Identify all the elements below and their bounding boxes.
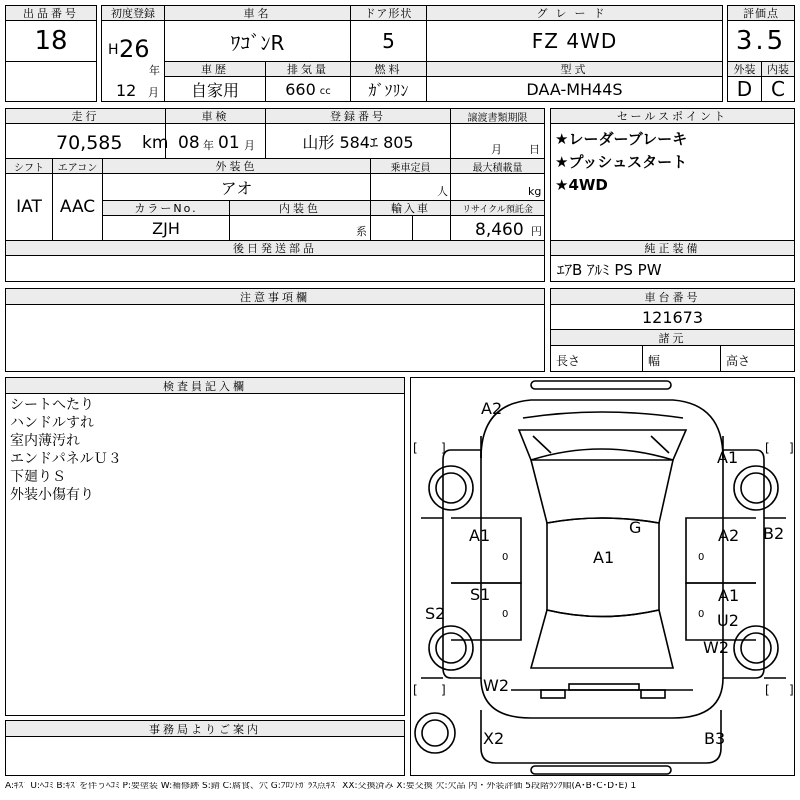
car-name-cell [164,20,351,62]
damage-mark: U2 [717,611,739,630]
height-cell [720,345,795,372]
damage-mark: W2 [703,638,729,657]
recycle-header: リサイクル預託金 [450,200,545,216]
recycle-cell [450,215,545,241]
office-notice-cell [5,736,405,776]
zero-mark: 0 [502,552,509,563]
shift-cell [5,173,53,241]
score-cell [727,20,795,62]
damage-mark: A2 [718,526,740,545]
bracket-mark: [ [765,683,770,697]
aircon-value: AAC [59,197,96,217]
model-cell [426,76,723,102]
inspection-month-unit: 月 [244,139,255,152]
plate-cell [265,123,451,159]
car-damage-diagram [410,377,795,776]
door-header: ドア形状 [350,5,427,21]
max-load-unit: kg [528,185,542,198]
lot-number-cell [5,20,97,62]
bracket-mark: [ [765,441,770,455]
inspector-note-line: 外装小傷有り [10,487,94,503]
length-label: 長さ [556,354,581,368]
lot-number-blank [5,61,97,102]
bracket-mark: ] [441,441,446,455]
month-unit: 月 [148,86,159,99]
exterior-color-header: 外装色 [102,158,371,174]
damage-mark: A1 [469,526,491,545]
displacement-header: 排気量 [265,61,351,77]
damage-mark: X2 [483,729,505,748]
exterior-cell [727,76,762,102]
color-number-header: カラーNo. [102,200,230,216]
genuine-equipment-value: ｴｱB ｱﾙﾐ PS PW [557,261,662,279]
bracket-mark: [ [413,441,418,455]
height-label: 高さ [726,354,751,368]
max-load-header: 最大積載量 [450,158,545,174]
model-value: DAA-MH44S [526,79,623,99]
history-value: 自家用 [190,80,239,100]
import-cell-b [412,215,451,241]
grade-header: グレード [426,5,723,21]
inspector-notes-cell [5,393,405,716]
transfer-month-unit: 月 [491,143,502,156]
color-number-cell [102,215,230,241]
aircon-header: エアコン [52,158,103,174]
exterior-header: 外装 [727,61,762,77]
notes-cell [5,304,545,372]
sales-point-item: ★4WD [555,176,608,194]
specs-header: 諸元 [550,329,795,346]
displacement-cell [265,76,351,102]
inspector-note-line: シートへたり [10,397,94,413]
recycle-value: 8,460 [475,220,524,240]
fuel-value: ｶﾞｿﾘﾝ [368,80,409,100]
max-load-cell [450,173,545,201]
mileage-cell [5,123,169,159]
car-name-value: ﾜｺﾞﾝR [230,30,285,55]
inspector-note-line: エンドパネルＵ３ [10,451,122,467]
displacement-unit: cc [319,85,331,97]
exterior-color-cell [102,173,371,201]
chassis-number-value: 121673 [641,307,704,327]
later-parts-cell [5,255,545,282]
fuel-cell [350,76,427,102]
damage-mark: B2 [763,524,785,543]
chassis-number-header: 車台番号 [550,288,795,305]
sales-points-list [550,123,795,241]
import-header: 輸入車 [370,200,451,216]
bracket-mark: [ [413,683,418,697]
inspector-note-line: 下廻りＳ [10,469,66,485]
score-header: 評価点 [727,5,795,21]
genuine-equipment-cell [550,255,795,282]
zero-mark: 0 [698,552,705,563]
history-cell [164,76,266,102]
transfer-deadline-cell [450,123,545,159]
damage-mark: S1 [470,585,491,604]
mileage-value: 70,585 [56,132,123,154]
length-cell [550,345,643,372]
history-header: 車歴 [164,61,266,77]
model-header: 型式 [426,61,723,77]
transfer-deadline-header: 譲渡書類期限 [450,108,545,124]
bracket-mark: ] [441,683,446,697]
grade-value: FZ 4WD [531,29,618,53]
door-value: 5 [382,29,395,53]
interior-header: 内装 [761,61,795,77]
notes-header: 注意事項欄 [5,288,545,305]
first-registration-header: 初度登録 [101,5,165,21]
bracket-mark: ] [789,441,794,455]
fuel-header: 燃料 [350,61,427,77]
bracket-mark: ] [789,683,794,697]
aircon-cell [52,173,103,241]
interior-color-header: 内装色 [229,200,371,216]
month-value: 12 [116,81,137,100]
displacement-value: 660 [285,79,316,99]
office-notice-header: 事務局よりご案内 [5,720,405,737]
exterior-grade: D [736,77,753,101]
damage-mark: S2 [425,604,446,623]
recycle-unit: 円 [531,225,542,238]
width-cell [642,345,721,372]
shift-value: IAT [16,197,42,217]
first-registration-cell [101,20,165,102]
lot-number-value: 18 [34,26,68,56]
year-value: 26 [119,35,150,63]
zero-mark: 0 [698,609,705,620]
damage-mark: A1 [593,548,615,567]
interior-color-cell [229,215,371,241]
width-label: 幅 [648,354,661,368]
transfer-day-unit: 日 [529,143,540,156]
inspector-note-line: ハンドルすれ [10,415,94,431]
lot-number-header: 出品番号 [5,5,97,21]
import-cell-a [370,215,413,241]
damage-mark: W2 [483,676,509,695]
era-value: H [108,42,119,58]
sales-point-item: ★レーダーブレーキ [555,130,688,148]
damage-mark: A1 [717,448,739,467]
plate-value: 山形 584ｴ 805 [302,132,414,152]
inspector-notes-header: 検査員記入欄 [5,377,405,394]
exterior-color-value: アオ [220,178,253,198]
inspection-year-unit: 年 [203,139,214,152]
door-cell [350,20,427,62]
mileage-header: 走行 [5,108,166,124]
interior-cell [761,76,795,102]
genuine-equipment-header: 純正装備 [550,240,795,256]
chassis-number-cell [550,304,795,330]
sales-points-header: セールスポイント [550,108,795,124]
inspection-header: 車検 [165,108,266,124]
inspection-cell [165,123,266,159]
capacity-cell [370,173,451,201]
mileage-unit: km [142,133,169,153]
inspection-month: 01 [218,133,240,153]
car-name-header: 車名 [164,5,351,21]
damage-mark: G [629,518,642,537]
later-parts-header: 後日発送部品 [5,240,545,256]
zero-mark: 0 [502,609,509,620]
capacity-header: 乗車定員 [370,158,451,174]
inspection-year: 08 [178,133,200,153]
color-number-value: ZJH [152,218,180,238]
interior-grade: C [771,77,785,101]
legend-text: A:ｷｽﾞ U:ﾍｺﾐ B:ｷｽﾞを伴うﾍｺﾐ P:要塗装 W:補修跡 S:錆 C:腐食、穴 G:ﾌﾛﾝﾄｶﾞﾗｽ点ｷｽﾞ XX:交換済み X:要交換 欠:欠品 内・外装評価 5段階ﾗﾝｸ順(A･B･C･D･E) 1 [5,782,637,791]
damage-mark: A2 [481,399,503,418]
damage-mark: A1 [718,586,740,605]
score-value: 3.5 [735,26,787,56]
inspector-note-line: 室内薄汚れ [10,433,80,449]
shift-header: シフト [5,158,53,174]
capacity-unit: 人 [437,185,448,198]
interior-color-unit: 系 [356,225,367,238]
plate-header: 登録番号 [265,108,451,124]
sales-point-item: ★プッシュスタート [555,153,688,171]
year-unit: 年 [149,64,160,77]
car-outline-icon [411,378,796,777]
grade-cell [426,20,723,62]
damage-mark: B3 [704,729,726,748]
